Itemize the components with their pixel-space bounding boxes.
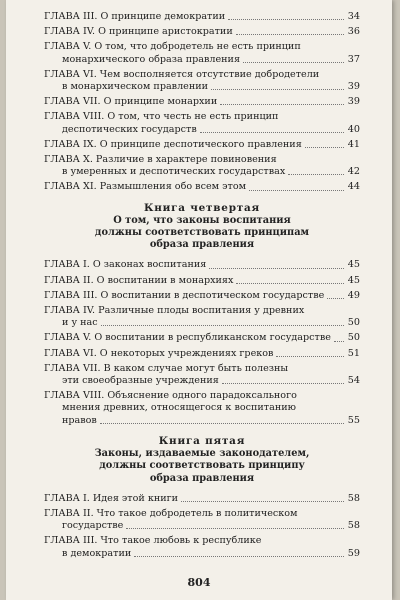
dot-leader <box>209 267 344 269</box>
toc-entry-line <box>44 548 360 560</box>
toc-page-number: 44 <box>347 181 360 193</box>
toc-entry[interactable] <box>44 332 360 344</box>
table-of-contents <box>44 11 360 563</box>
toc-entry[interactable] <box>44 275 360 287</box>
toc-entry-line <box>44 363 360 375</box>
toc-page-number: 55 <box>347 414 360 426</box>
toc-entry-text: ГЛАВА I. О законах воспитания <box>44 259 207 271</box>
dot-leader <box>249 189 344 191</box>
dot-leader <box>236 282 344 284</box>
toc-entry-text: ГЛАВА III. О принципе демократии <box>44 11 226 22</box>
toc-entry-line <box>44 259 360 271</box>
dot-leader <box>134 555 344 557</box>
toc-page-number: 59 <box>347 547 360 559</box>
toc-entry-text: ГЛАВА VIII. Объяснение одного парадоксального <box>44 390 297 402</box>
book-subtitle-line: Законы, издаваемые законодателем, <box>94 448 310 460</box>
toc-entry-line <box>44 535 360 547</box>
toc-entry-line <box>44 154 360 166</box>
toc-entry-text: ГЛАВА III. Что такое любовь к республике <box>44 535 262 547</box>
toc-entry-text: ГЛАВА VI. Чем восполняется отсутствие добродетели <box>44 68 320 80</box>
dot-leader <box>211 88 344 90</box>
toc-entry-line <box>44 415 360 427</box>
dot-leader <box>222 382 344 384</box>
toc-entry-line <box>44 520 360 532</box>
dot-leader <box>243 61 344 63</box>
toc-page-number: 51 <box>347 347 360 359</box>
toc-entry[interactable] <box>44 493 360 505</box>
toc-entry[interactable] <box>44 363 360 387</box>
book-subtitle-line: должны соответствовать принципам <box>94 227 310 239</box>
toc-entry-text: ГЛАВА VII. О принципе монархии <box>44 96 218 108</box>
toc-entry-text: государстве <box>62 520 124 532</box>
toc-entry[interactable] <box>44 305 360 329</box>
toc-entry-line <box>44 348 360 360</box>
dot-leader <box>305 146 344 148</box>
toc-entry-text: ГЛАВА VIII. О том, что честь не есть принцип <box>44 111 279 123</box>
toc-entry-line <box>44 402 360 414</box>
toc-entry[interactable] <box>44 508 360 532</box>
toc-page-number: 40 <box>347 123 360 135</box>
toc-entry[interactable] <box>44 154 360 178</box>
toc-page-number: 37 <box>347 53 360 65</box>
toc-entry-line <box>44 54 360 66</box>
toc-entry-text: ГЛАВА VI. О некоторых учреждениях греков <box>44 347 274 359</box>
toc-entry-line <box>44 375 360 387</box>
toc-page-number: 50 <box>347 332 360 344</box>
book-subtitle-line: должны соответствовать принципу <box>99 460 305 472</box>
book-subtitle-line: О том, что законы воспитания <box>113 214 291 226</box>
dot-leader <box>100 422 344 424</box>
toc-page-number: 42 <box>347 166 360 178</box>
toc-entry-text: ГЛАВА X. Различие в характере повиновения <box>44 154 277 166</box>
toc-entry[interactable] <box>44 259 360 271</box>
dot-leader <box>220 103 344 105</box>
toc-entry-line <box>44 290 360 302</box>
toc-entry-text: ГЛАВА V. О воспитании в республиканском государстве <box>44 332 331 344</box>
toc-entry[interactable] <box>44 111 360 135</box>
toc-entry-text: мнения древних, относящегося к воспитанию <box>62 402 296 414</box>
toc-entry-text: ГЛАВА XI. Размышления обо всем этом <box>44 181 247 193</box>
toc-entry-line <box>44 493 360 505</box>
book-subtitle <box>44 448 360 485</box>
toc-entry-line <box>44 390 360 402</box>
dot-leader <box>334 340 344 342</box>
book-title: Книга четвертая <box>143 201 261 214</box>
book-title: Книга пятая <box>158 434 246 447</box>
toc-entry[interactable] <box>44 139 360 151</box>
toc-page-number: 54 <box>347 375 360 387</box>
toc-page-number: 58 <box>347 520 360 532</box>
toc-entry[interactable] <box>44 390 360 427</box>
toc-entry-text: в умеренных и деспотических государствах <box>62 166 286 178</box>
toc-entry-text: ГЛАВА III. О воспитании в деспотическом государстве <box>44 289 325 301</box>
dot-leader <box>288 173 344 175</box>
toc-entry-line <box>44 96 360 108</box>
toc-entry-text: ГЛАВА VII. В каком случае могут быть полезны <box>44 362 289 374</box>
dot-leader <box>101 324 344 326</box>
toc-page-number: 41 <box>347 138 360 150</box>
toc-entry[interactable] <box>44 41 360 65</box>
toc-page-number: 58 <box>347 492 360 504</box>
dot-leader <box>276 355 344 357</box>
toc-entry-text: ГЛАВА V. О том, что добродетель не есть принцип <box>44 41 301 53</box>
dot-leader <box>181 500 344 502</box>
toc-page-number: 45 <box>347 274 360 286</box>
toc-entry[interactable] <box>44 290 360 302</box>
toc-page-number: 39 <box>347 96 360 108</box>
toc-entry-text: монархического образа правления <box>62 53 240 65</box>
toc-entry[interactable] <box>44 96 360 108</box>
toc-entry-line <box>44 139 360 151</box>
toc-entry-line <box>44 181 360 193</box>
toc-entry-text: нравов <box>62 414 97 426</box>
page-number: 804 <box>187 576 211 589</box>
toc-entry[interactable] <box>44 69 360 93</box>
toc-entry-line <box>44 124 360 136</box>
toc-page-number: 49 <box>347 289 360 301</box>
toc-entry-line <box>44 305 360 317</box>
book-subtitle-line: образа правления <box>149 239 255 251</box>
toc-entry[interactable] <box>44 181 360 193</box>
toc-page-number: 39 <box>347 81 360 93</box>
toc-entry-line <box>44 69 360 81</box>
toc-page-number: 45 <box>347 259 360 271</box>
toc-entry-text: деспотических государств <box>62 123 197 135</box>
toc-entry-line <box>44 317 360 329</box>
toc-entry-text: ГЛАВА I. Идея этой книги <box>44 492 179 504</box>
toc-entry-text: эти своеобразные учреждения <box>62 375 219 387</box>
toc-entry-line <box>44 26 360 38</box>
toc-page-number: 36 <box>347 26 360 38</box>
toc-entry-text: ГЛАВА II. Что такое добродетель в политическом <box>44 507 298 519</box>
toc-entry-line <box>44 508 360 520</box>
dot-leader <box>327 297 344 299</box>
book-subtitle <box>44 215 360 252</box>
toc-entry-text: в монархическом правлении <box>62 81 209 93</box>
dot-leader <box>228 18 344 20</box>
toc-entry-text: в демократии <box>62 547 132 559</box>
toc-entry[interactable] <box>44 535 360 559</box>
toc-entry-text: ГЛАВА II. О воспитании в монархиях <box>44 274 234 286</box>
toc-entry-line <box>44 81 360 93</box>
dot-leader <box>126 527 344 529</box>
toc-entry-text: ГЛАВА IX. О принципе деспотического правления <box>44 138 302 150</box>
toc-entry-text: ГЛАВА IV. Различные плоды воспитания у древних <box>44 305 305 317</box>
dot-leader <box>236 33 344 35</box>
dot-leader <box>200 131 344 133</box>
toc-entry[interactable] <box>44 11 360 23</box>
toc-page-number: 34 <box>347 11 360 22</box>
toc-entry-line <box>44 111 360 123</box>
toc-entry-text: ГЛАВА IV. О принципе аристократии <box>44 26 233 38</box>
toc-entry-line <box>44 332 360 344</box>
toc-entry[interactable] <box>44 26 360 38</box>
toc-entry-text: и у нас <box>62 317 98 329</box>
book-page <box>6 0 392 600</box>
toc-entry-line <box>44 11 360 23</box>
toc-page-number: 50 <box>347 317 360 329</box>
toc-entry[interactable] <box>44 348 360 360</box>
toc-entry-line <box>44 275 360 287</box>
toc-entry-line <box>44 41 360 53</box>
book-subtitle-line: образа правления <box>149 472 255 484</box>
toc-entry-line <box>44 166 360 178</box>
